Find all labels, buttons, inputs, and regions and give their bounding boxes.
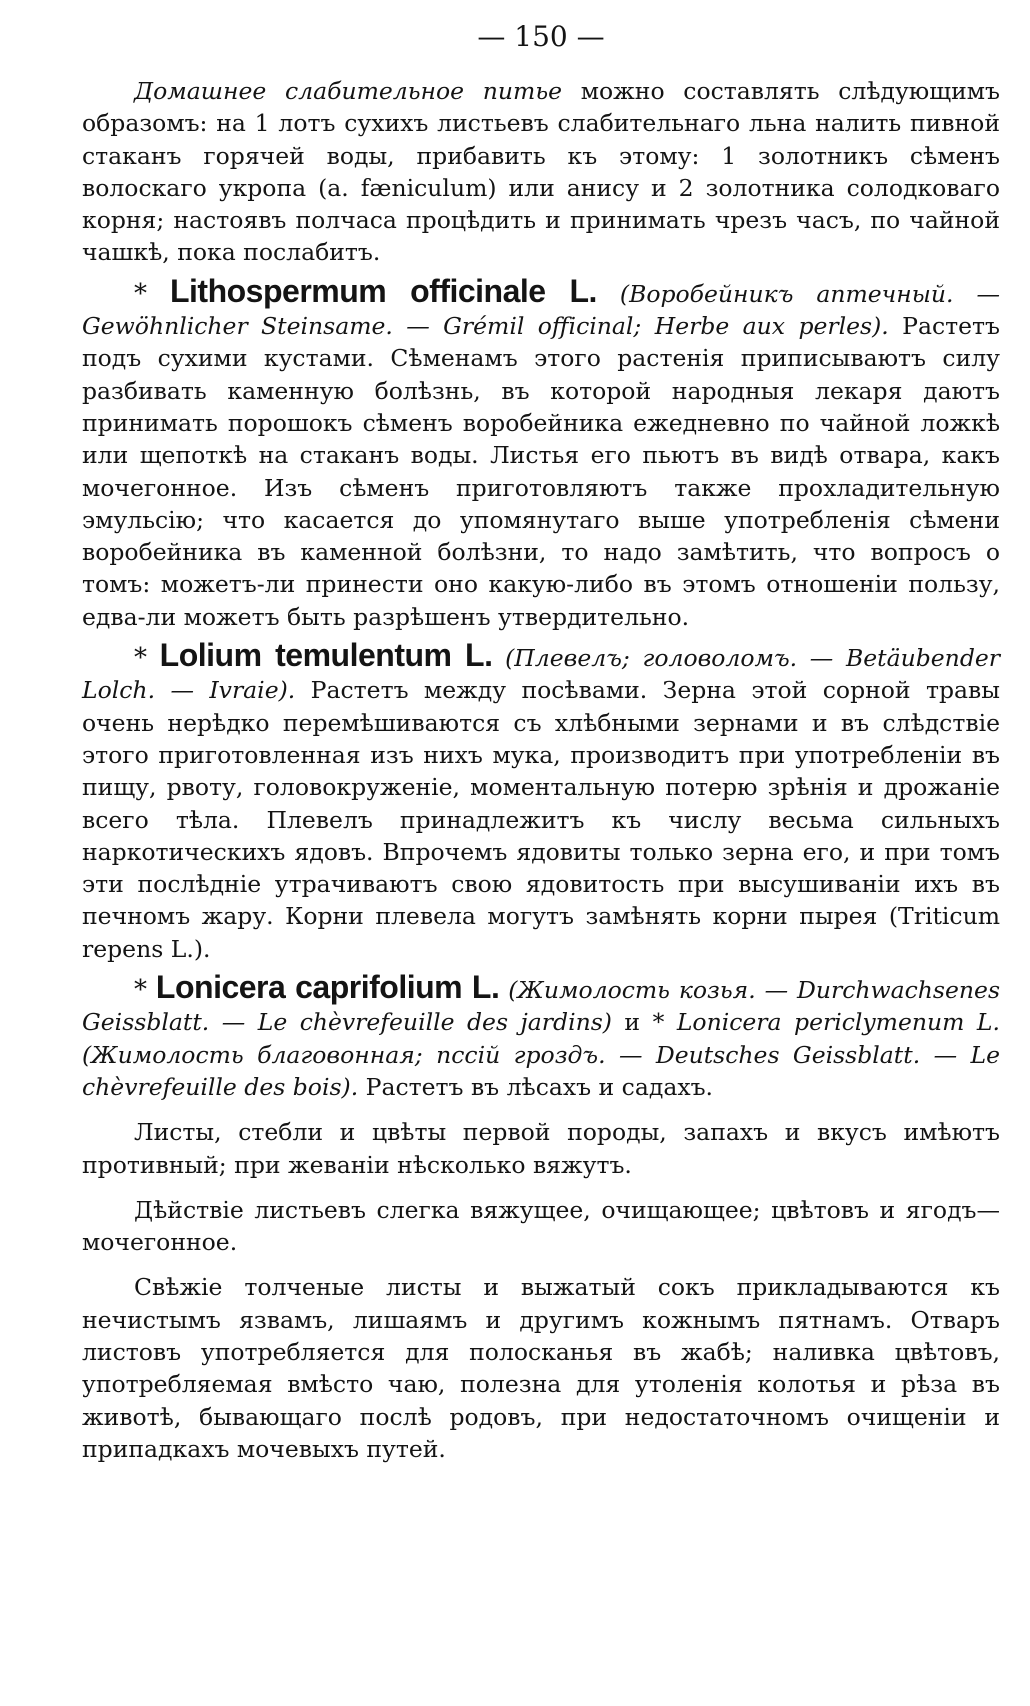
entry-lithospermum — [82, 272, 1000, 633]
paragraph-text: Свѣжіе толченые листы и выжатый сокъ прикладываются къ нечистымъ язвамъ, лишаямъ и другимъ кожнымъ пятнамъ. Отваръ листовъ употребляется для полосканья въ жабѣ; наливка цвѣтовъ, употребляемая вмѣсто чаю, полезна для утоленія колотья и рѣза въ животѣ, бывающаго послѣ родовъ, при недостаточномъ очищеніи и припадкахъ мочевыхъ путей. — [82, 1273, 1000, 1463]
entry-lolium — [82, 639, 1000, 965]
entry-star: * — [134, 975, 147, 1006]
entry-heading: Lonicera caprifolium L. — [155, 969, 500, 1006]
entry-synonyms: (Плевелъ; головоломъ. — Betäubender Lolch. — Ivraie). — [82, 644, 1000, 705]
entry-conjunction: и * — [611, 1008, 677, 1037]
page-number: — 150 — — [477, 20, 605, 53]
entry-text: Растетъ между посѣвами. Зерна этой сорной травы очень нерѣдко перемѣшиваются съ хлѣбными зернами и въ слѣдствіе этого приготовленная изъ нихъ мука, производитъ при употребленіи въ пищу, рвоту, головокруженіе, моментальную потерю зрѣнія и дрожаніе всего тѣла. Плевелъ принадлежитъ къ числу весьма сильныхъ наркотическихъ ядовъ. Впрочемъ ядовиты только зерна его, и при томъ эти послѣдніе утрачиваютъ свою ядовитость при высушиваніи ихъ въ печномъ жару. Корни плевела могутъ замѣнять корни пырея (Triticum repens L.). — [82, 676, 1000, 963]
entry-synonyms: (Воробейникъ аптечный. — Gewöhnlicher Steinsame. — Grémil officinal; Herbe aux perles). — [82, 279, 1000, 341]
paragraph-action — [82, 1194, 1000, 1259]
entry-synonyms-1: (Жимолость козья. — Durchwachsenes Geissblatt. — Le chèvrefeuille des jardins) — [82, 976, 1000, 1037]
entry-star: * — [134, 643, 147, 674]
entry-heading: Lithospermum officinale L. — [169, 272, 597, 309]
paragraph-properties — [82, 1116, 1000, 1181]
paragraph-lead-italic: Домашнее слабительное питье — [134, 77, 563, 105]
entry-text: Растетъ подъ сухими кустами. Сѣменамъ этого растенія приписываютъ силу разбивать каменную болѣзнь, въ которой народныя лекаря даютъ принимать порошокъ сѣменъ воробейника ежедневно по чайной ложкѣ или щепоткѣ на стаканъ воды. Листья его пьютъ въ видѣ отвара, какъ мочегонное. Изъ сѣменъ приготовляютъ также прохладительную эмульсію; что касается до упомянутаго выше употребленія сѣмени воробейника въ каменной болѣзни, то надо замѣтить, что вопросъ о томъ: можетъ-ли принести оно какую-либо въ этомъ отношеніи пользу, едва-ли можетъ быть разрѣшенъ утвердительно. — [82, 312, 1000, 631]
entry-lonicera — [82, 971, 1000, 1103]
paragraph-usage — [82, 1271, 1000, 1465]
paragraph-text: можно составлять слѣдующимъ образомъ: на 1 лотъ сухихъ листьевъ слабительнаго льна налить пивной стаканъ горячей воды, прибавить къ этому: 1 золотникъ сѣменъ волоскаго укропа (a. fæniculum) или анису и 2 золотника солодковаго корня; настоявъ полчаса процѣдить и принимать чрезъ часъ, по чайной чашкѣ, пока послабитъ. — [82, 77, 1000, 267]
paragraph-text: Дѣйствіе листьевъ слегка вяжущее, очищающее; цвѣтовъ и ягодъ—мочегонное. — [82, 1195, 1000, 1257]
entry-synonyms-2: Lonicera periclymenum L. (Жимолость благовонная; пссій гроздъ. — Deutsches Geissblatt. — Le chèvrefeuille des bois). — [82, 1008, 1000, 1101]
entry-text: Растетъ въ лѣсахъ и садахъ. — [358, 1072, 714, 1101]
entry-star: * — [134, 278, 147, 309]
paragraph-laxative-drink — [82, 75, 1000, 269]
paragraph-text: Листы, стебли и цвѣты первой породы, запахъ и вкусъ имѣютъ противный; при жеваніи нѣсколько вяжутъ. — [82, 1118, 1000, 1179]
entry-heading: Lolium temulentum L. — [159, 637, 493, 674]
